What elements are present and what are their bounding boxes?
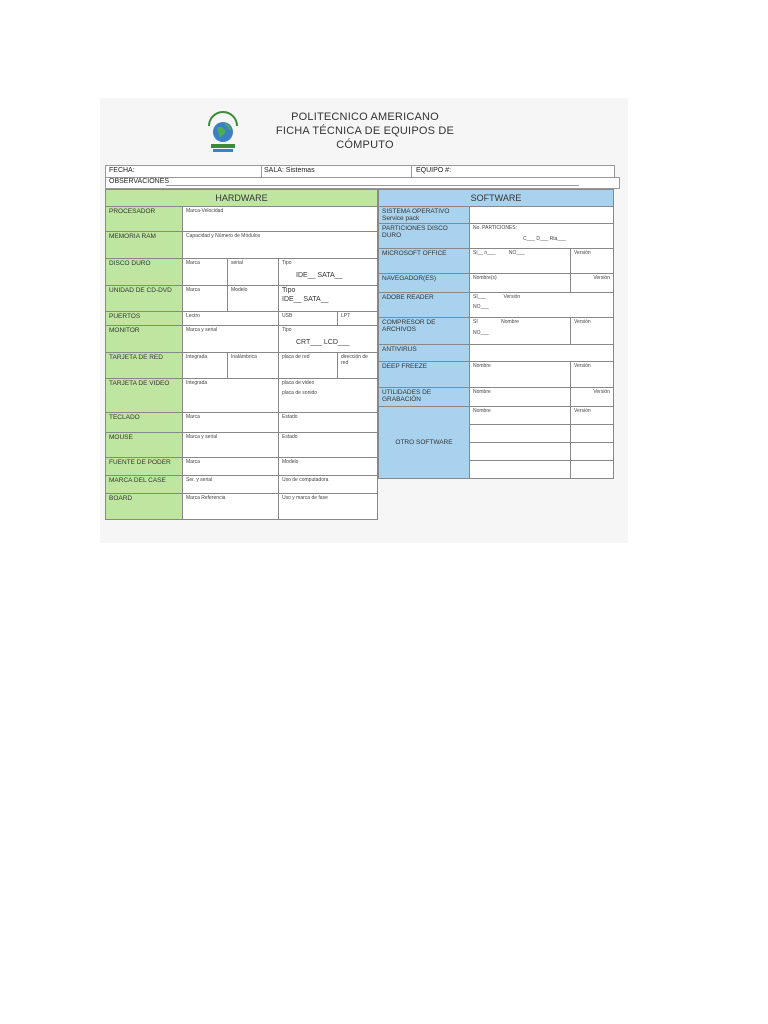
- so-cell[interactable]: [470, 207, 614, 224]
- office-si-cell[interactable]: [470, 249, 571, 274]
- comp-version-cell[interactable]: Versión: [571, 318, 614, 345]
- monitor-marca-cell[interactable]: Marca y serial: [183, 326, 279, 353]
- cd-label: UNIDAD DE CD-DVD: [106, 286, 183, 312]
- disco-label: DISCO DURO: [106, 259, 183, 286]
- nav-label: NAVEGADOR(ES): [379, 274, 470, 293]
- teclado-estado-cell[interactable]: Estado: [279, 413, 378, 433]
- case-serial-cell[interactable]: Ser. y serial: [183, 476, 279, 494]
- red-inalambrica-cell[interactable]: Inalámbrica: [228, 353, 279, 379]
- office-version-cell[interactable]: Versión: [571, 249, 614, 274]
- software-title: SOFTWARE: [379, 190, 614, 207]
- otro-nombre-cell-1[interactable]: [470, 425, 571, 443]
- adobe-label: ADOBE READER: [379, 293, 470, 318]
- adobe-no-text: NO___: [473, 304, 489, 310]
- adobe-version-text: Versión: [503, 294, 521, 300]
- procesador-cell[interactable]: Marca-Velocidad: [183, 207, 378, 232]
- particiones-num-label: No. PARTICIONES:: [473, 225, 517, 231]
- board-label: BOARD: [106, 494, 183, 520]
- software-table: [378, 189, 614, 479]
- particiones-units: C___ D___ Rta___: [523, 236, 566, 242]
- nav-nombre-cell[interactable]: Nombre(s): [470, 274, 571, 293]
- red-label: TARJETA DE RED: [106, 353, 183, 379]
- otro-version-cell-2[interactable]: [571, 443, 614, 461]
- cd-modelo-cell[interactable]: Modelo: [228, 286, 279, 312]
- video-placa-cell[interactable]: [279, 379, 378, 413]
- title-line-1: POLITECNICO AMERICANO: [291, 111, 439, 123]
- teclado-marca-cell[interactable]: Marca: [183, 413, 279, 433]
- fuente-modelo-cell[interactable]: Modelo: [279, 458, 378, 476]
- otro-version-cell-1[interactable]: [571, 425, 614, 443]
- otro-nombre-cell-3[interactable]: [470, 461, 571, 479]
- hardware-title: HARDWARE: [106, 190, 378, 207]
- case-uso-cell[interactable]: Uso de computadora: [279, 476, 378, 494]
- adobe-cell[interactable]: [470, 293, 614, 318]
- document-title: [250, 110, 480, 152]
- particiones-label: PARTICIONES DISCO DURO: [379, 224, 470, 249]
- comp-no-text: NO___: [473, 330, 489, 336]
- puertos-lpt-cell[interactable]: LPT: [338, 312, 378, 326]
- memoria-label: MEMORIA RAM: [106, 232, 183, 259]
- antivirus-cell[interactable]: [470, 345, 614, 362]
- otro-version-cell-3[interactable]: [571, 461, 614, 479]
- red-integrada-cell[interactable]: Integrada: [183, 353, 228, 379]
- otro-nombre-header: Nombre: [470, 407, 571, 425]
- video-integrada-cell[interactable]: Integrada: [183, 379, 279, 413]
- observaciones-label: OBSERVACIONES: [109, 178, 170, 185]
- monitor-tipo-label: Tipo: [282, 327, 292, 333]
- disco-tipo-cell[interactable]: [279, 259, 378, 286]
- fuente-marca-cell[interactable]: Marca: [183, 458, 279, 476]
- grab-nombre-cell[interactable]: Nombre: [470, 388, 571, 407]
- mouse-estado-cell[interactable]: Estado: [279, 433, 378, 458]
- cd-tipo-options: IDE__ SATA__: [282, 296, 329, 303]
- title-line-2: FICHA TÉCNICA DE EQUIPOS DE CÓMPUTO: [275, 125, 455, 151]
- monitor-tipo-options: CRT___ LCD___: [296, 339, 350, 346]
- cd-marca-cell[interactable]: Marca: [183, 286, 228, 312]
- memoria-cell[interactable]: Capacidad y Número de Módulos: [183, 232, 378, 259]
- deep-label: DEEP FREEZE: [379, 362, 470, 388]
- office-si-text: Si__ n___: [473, 250, 496, 256]
- sonido-placa-label: placa de sonido: [282, 390, 318, 396]
- red-direccion-cell[interactable]: dirección de red: [338, 353, 378, 379]
- comp-nombre-text: Nombre: [501, 319, 519, 325]
- puertos-usb-cell[interactable]: USB: [279, 312, 338, 326]
- equipo-label: EQUIPO #:: [416, 167, 452, 174]
- cd-tipo-cell[interactable]: [279, 286, 378, 312]
- office-no-text: NO___: [508, 250, 525, 256]
- disco-serial-cell[interactable]: serial: [228, 259, 279, 286]
- puertos-label: PUERTOS: [106, 312, 183, 326]
- mouse-label: MOUSE: [106, 433, 183, 458]
- board-marca-cell[interactable]: Marca Referencia: [183, 494, 279, 520]
- fecha-label: FECHA:: [109, 167, 135, 174]
- grab-label: UTILIDADES DE GRABACIÓN: [379, 388, 470, 407]
- case-label: MARCA DEL CASE: [106, 476, 183, 494]
- video-label: TARJETA DE VIDEO: [106, 379, 183, 413]
- red-placa-cell[interactable]: placa de red: [279, 353, 338, 379]
- grab-version-cell[interactable]: Versión: [571, 388, 614, 407]
- otro-nombre-cell-2[interactable]: [470, 443, 571, 461]
- teclado-label: TECLADO: [106, 413, 183, 433]
- disco-marca-cell[interactable]: Marca: [183, 259, 228, 286]
- mouse-marca-cell[interactable]: Marca y serial: [183, 433, 279, 458]
- comp-label: COMPRESOR DE ARCHIVOS: [379, 318, 470, 345]
- antivirus-label: ANTIVIRUS: [379, 345, 470, 362]
- adobe-si-text: SI___: [473, 294, 487, 300]
- board-uso-cell[interactable]: Uso y marca de fase: [279, 494, 378, 520]
- hardware-table: [105, 189, 378, 520]
- comp-si-cell[interactable]: [470, 318, 571, 345]
- cd-tipo-label: Tipo: [282, 287, 296, 294]
- nav-version-cell[interactable]: Versión: [571, 274, 614, 293]
- deep-version-cell[interactable]: Versión: [571, 362, 614, 388]
- monitor-tipo-cell[interactable]: [279, 326, 378, 353]
- otro-version-header: Versión: [571, 407, 614, 425]
- office-label: MICROSOFT OFFICE: [379, 249, 470, 274]
- video-placa-label: placa de video: [282, 380, 315, 386]
- logo-globe-icon: [203, 110, 243, 158]
- procesador-label: PROCESADOR: [106, 207, 183, 232]
- fuente-label: FUENTE DE PODER: [106, 458, 183, 476]
- so-label: SISTEMA OPERATIVO Service pack: [379, 207, 470, 224]
- observaciones-row: [105, 177, 620, 189]
- deep-nombre-cell[interactable]: Nombre: [470, 362, 571, 388]
- comp-si-text: SI: [473, 319, 478, 325]
- sala-label: SALA: Sistemas: [264, 167, 315, 174]
- monitor-label: MONITOR: [106, 326, 183, 353]
- otro-label: OTRO SOFTWARE: [379, 407, 470, 479]
- puertos-lectro-cell[interactable]: Lectro: [183, 312, 279, 326]
- disco-tipo-options: IDE__ SATA__: [296, 272, 343, 279]
- particiones-cell[interactable]: [470, 224, 614, 249]
- disco-tipo-label: Tipo: [282, 260, 292, 266]
